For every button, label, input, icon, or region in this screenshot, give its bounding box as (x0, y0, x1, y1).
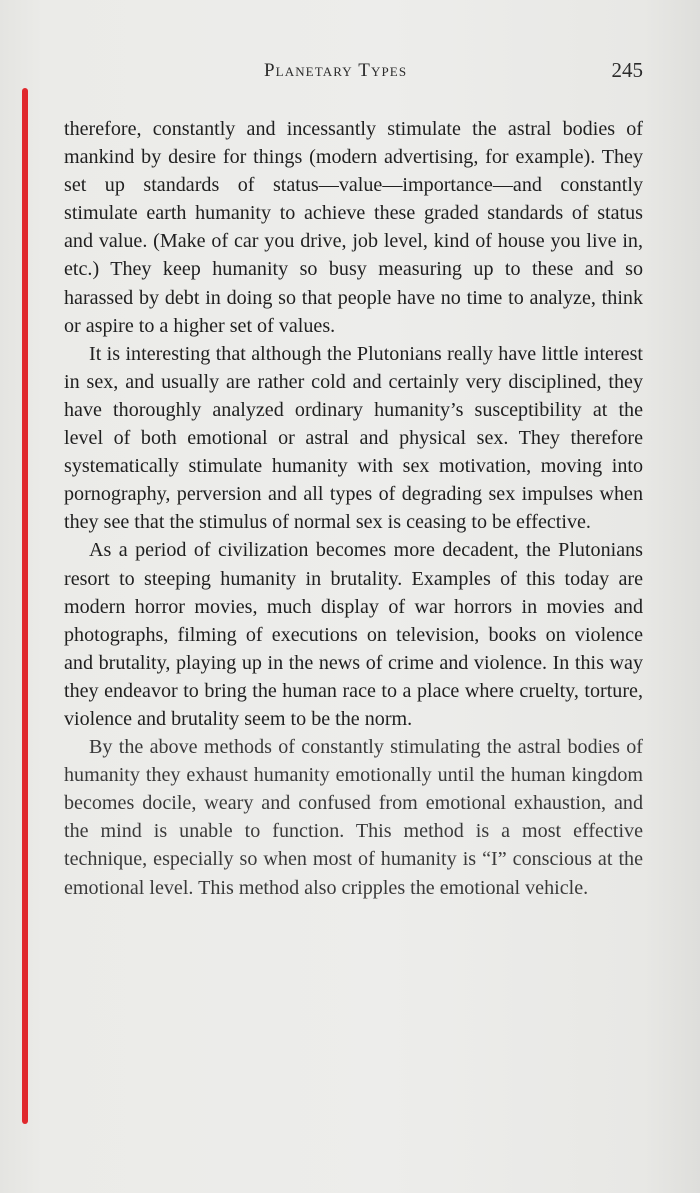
page-header (0, 58, 700, 88)
paragraph: As a period of civilization becomes more decadent, the Plutonians resort to steeping humanity in brutality. Examples of this today are modern horror movies, much display of war horrors in movies and photographs, filming of executions on television, books on violence and brutality, playing up in the news of crime and violence. In this way they endeavor to bring the human race to a place where cruelty, torture, violence and brutality seem to be the norm. (64, 539, 643, 730)
page-number: 245 (611, 58, 643, 82)
margin-highlight-bar (22, 88, 28, 1124)
paragraph: therefore, constantly and incessantly stimulate the astral bodies of mankind by desire for things (modern advertising, for example). They set up standards of status—value—importance—and constantly stimulate earth humanity to achieve these graded standards of status and value. (Make of car you drive, job level, kind of house you live in, etc.) They keep humanity so busy measuring up to these and so harassed by debt in doing so that people have no time to analyze, think or aspire to a higher set of values. (64, 118, 643, 337)
running-title: Planetary Types (264, 60, 408, 81)
body-text (64, 115, 643, 902)
paragraph: By the above methods of constantly stimulating the astral bodies of humanity they exhaust humanity emotionally until the human kingdom becomes docile, weary and confused from emotional exhaustion, and the mind is unable to function. This method is a most effective technique, especially so when most of humanity is “I” conscious at the emotional level. This method also cripples the emotional vehicle. (64, 736, 643, 899)
paragraph: It is interesting that although the Plutonians really have little interest in sex, and usually are rather cold and certainly very disciplined, they have thoroughly analyzed ordinary humanity’s susceptibility at the level of both emotional or astral and physical sex. They therefore systematically stimulate humanity with sex motivation, moving into pornography, perversion and all types of degrading sex impulses when they see that the stimulus of normal sex is ceasing to be effective. (64, 342, 643, 534)
